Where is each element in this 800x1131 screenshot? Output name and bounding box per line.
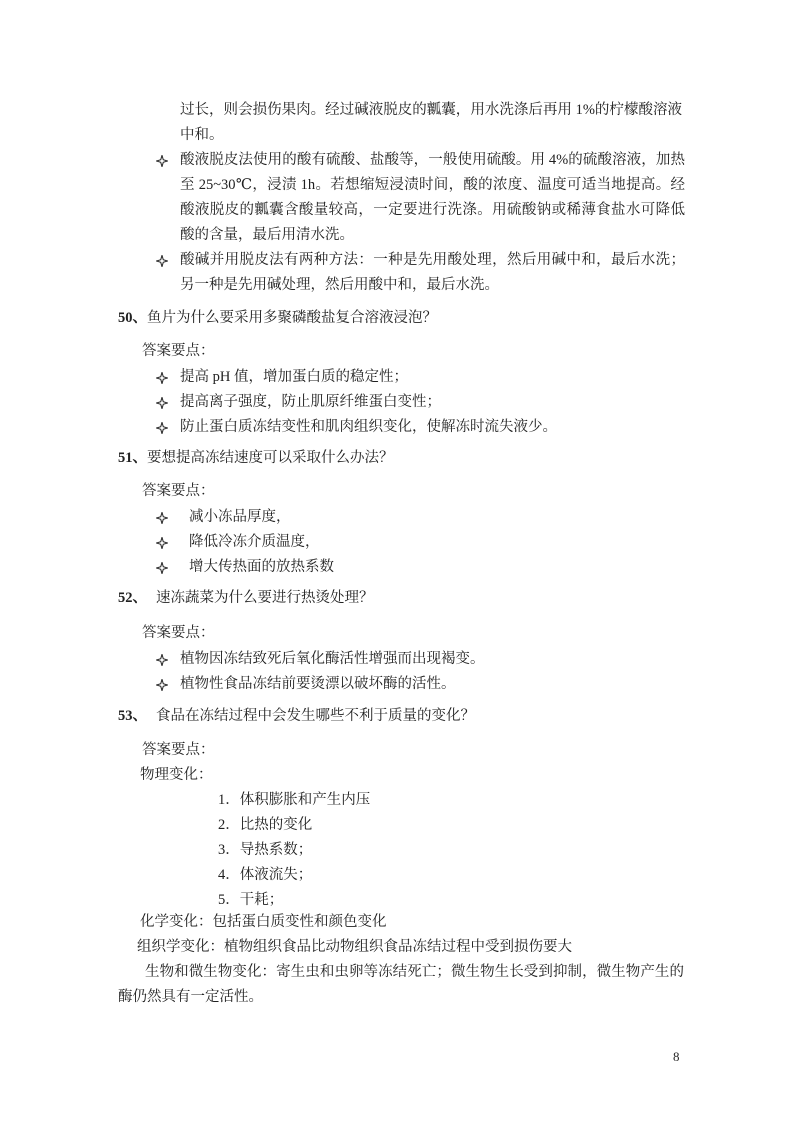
bullet-item — [155, 148, 685, 248]
question-number: 51、 — [118, 450, 147, 466]
four-point-star-bullet-icon — [156, 255, 168, 267]
answer-label: 答案要点： — [142, 343, 215, 359]
four-point-star-bullet-icon — [156, 155, 168, 167]
four-point-star-bullet-icon — [156, 562, 168, 574]
bullet-item — [155, 530, 685, 555]
four-point-star-bullet-icon — [156, 397, 168, 409]
histological-changes-line: 组织学变化：植物组织食品比动物组织食品冻结过程中受到损伤要大 — [137, 939, 572, 955]
bullet-text: 提高 pH 值，增加蛋白质的稳定性； — [180, 369, 408, 385]
bullet-text: 降低冷冻介质温度， — [189, 534, 320, 550]
bullet-item — [155, 415, 685, 440]
question-50-heading — [118, 306, 437, 331]
paragraph-continuation: 过长，则会损伤果肉。经过碱液脱皮的瓤囊，用水洗涤后再用 1%的柠檬酸溶液中和。 — [180, 102, 682, 143]
bullet-text: 植物性食品冻结前要烫漂以破坏酶的活性。 — [180, 676, 456, 692]
bullet-text: 酸碱并用脱皮法有两种方法：一种是先用酸处理，然后用碱中和，最后水洗；另一种是先用碱处理，然后用酸中和，最后水洗。 — [180, 252, 685, 293]
question-number: 50、 — [118, 310, 147, 326]
bullet-text: 减小冻品厚度， — [189, 509, 291, 525]
bullet-item — [155, 365, 685, 390]
bullet-text: 提高离子强度，防止肌原纤维蛋白变性； — [180, 394, 441, 410]
answer-label: 答案要点： — [142, 742, 215, 758]
bullet-item — [155, 248, 685, 298]
question-51-heading — [118, 446, 394, 471]
four-point-star-bullet-icon — [156, 372, 168, 384]
four-point-star-bullet-icon — [156, 654, 168, 666]
numbered-item: 2．比热的变化 — [218, 817, 313, 833]
bullet-text: 增大传热面的放热系数 — [189, 559, 334, 575]
bullet-item — [155, 505, 685, 530]
bullet-item — [155, 555, 685, 580]
question-title: 食品在冻结过程中会发生哪些不利于质量的变化？ — [156, 708, 475, 724]
question-number: 53、 — [118, 708, 147, 724]
question-title: 要想提高冻结速度可以采取什么办法？ — [147, 450, 394, 466]
four-point-star-bullet-icon — [156, 512, 168, 524]
question-number: 52、 — [118, 590, 147, 606]
numbered-item: 3．导热系数； — [218, 842, 313, 858]
bullet-item — [155, 390, 685, 415]
answer-label: 答案要点： — [142, 483, 215, 499]
bullet-item — [155, 672, 685, 697]
bullet-text: 植物因冻结致死后氧化酶活性增强而出现褐变。 — [180, 651, 485, 667]
question-title: 速冻蔬菜为什么要进行热烫处理？ — [156, 590, 374, 606]
four-point-star-bullet-icon — [156, 422, 168, 434]
bullet-item — [155, 647, 685, 672]
question-52-heading — [118, 586, 374, 611]
four-point-star-bullet-icon — [156, 679, 168, 691]
numbered-item: 1．体积膨胀和产生内压 — [218, 792, 371, 808]
question-title: 鱼片为什么要采用多聚磷酸盐复合溶液浸泡？ — [147, 310, 437, 326]
four-point-star-bullet-icon — [156, 537, 168, 549]
numbered-item: 5．干耗； — [218, 892, 284, 908]
bullet-text: 防止蛋白质冻结变性和肌肉组织变化，使解冻时流失液少。 — [180, 419, 557, 435]
question-53-heading — [118, 704, 475, 729]
page-number: 8 — [673, 1049, 680, 1064]
chemical-changes-line: 化学变化：包括蛋白质变性和颜色变化 — [140, 914, 387, 930]
biological-changes-paragraph: 生物和微生物变化：寄生虫和虫卵等冻结死亡；微生物生长受到抑制，微生物产生的酶仍然具有一定活性。 — [118, 964, 684, 1005]
bullet-text: 酸液脱皮法使用的酸有硫酸、盐酸等，一般使用硫酸。用 4%的硫酸溶液，加热至 25~30℃，浸渍 1h。若想缩短浸渍时间，酸的浓度、温度可适当地提高。经酸液脱皮的瓤囊含酸量较高，一定要进行洗涤。用硫酸钠或稀薄食盐水可降低酸的含量，最后用清水洗。 — [180, 152, 685, 243]
physical-changes-label: 物理变化： — [140, 767, 213, 783]
answer-label: 答案要点： — [142, 625, 215, 641]
numbered-item: 4．体液流失； — [218, 867, 313, 883]
